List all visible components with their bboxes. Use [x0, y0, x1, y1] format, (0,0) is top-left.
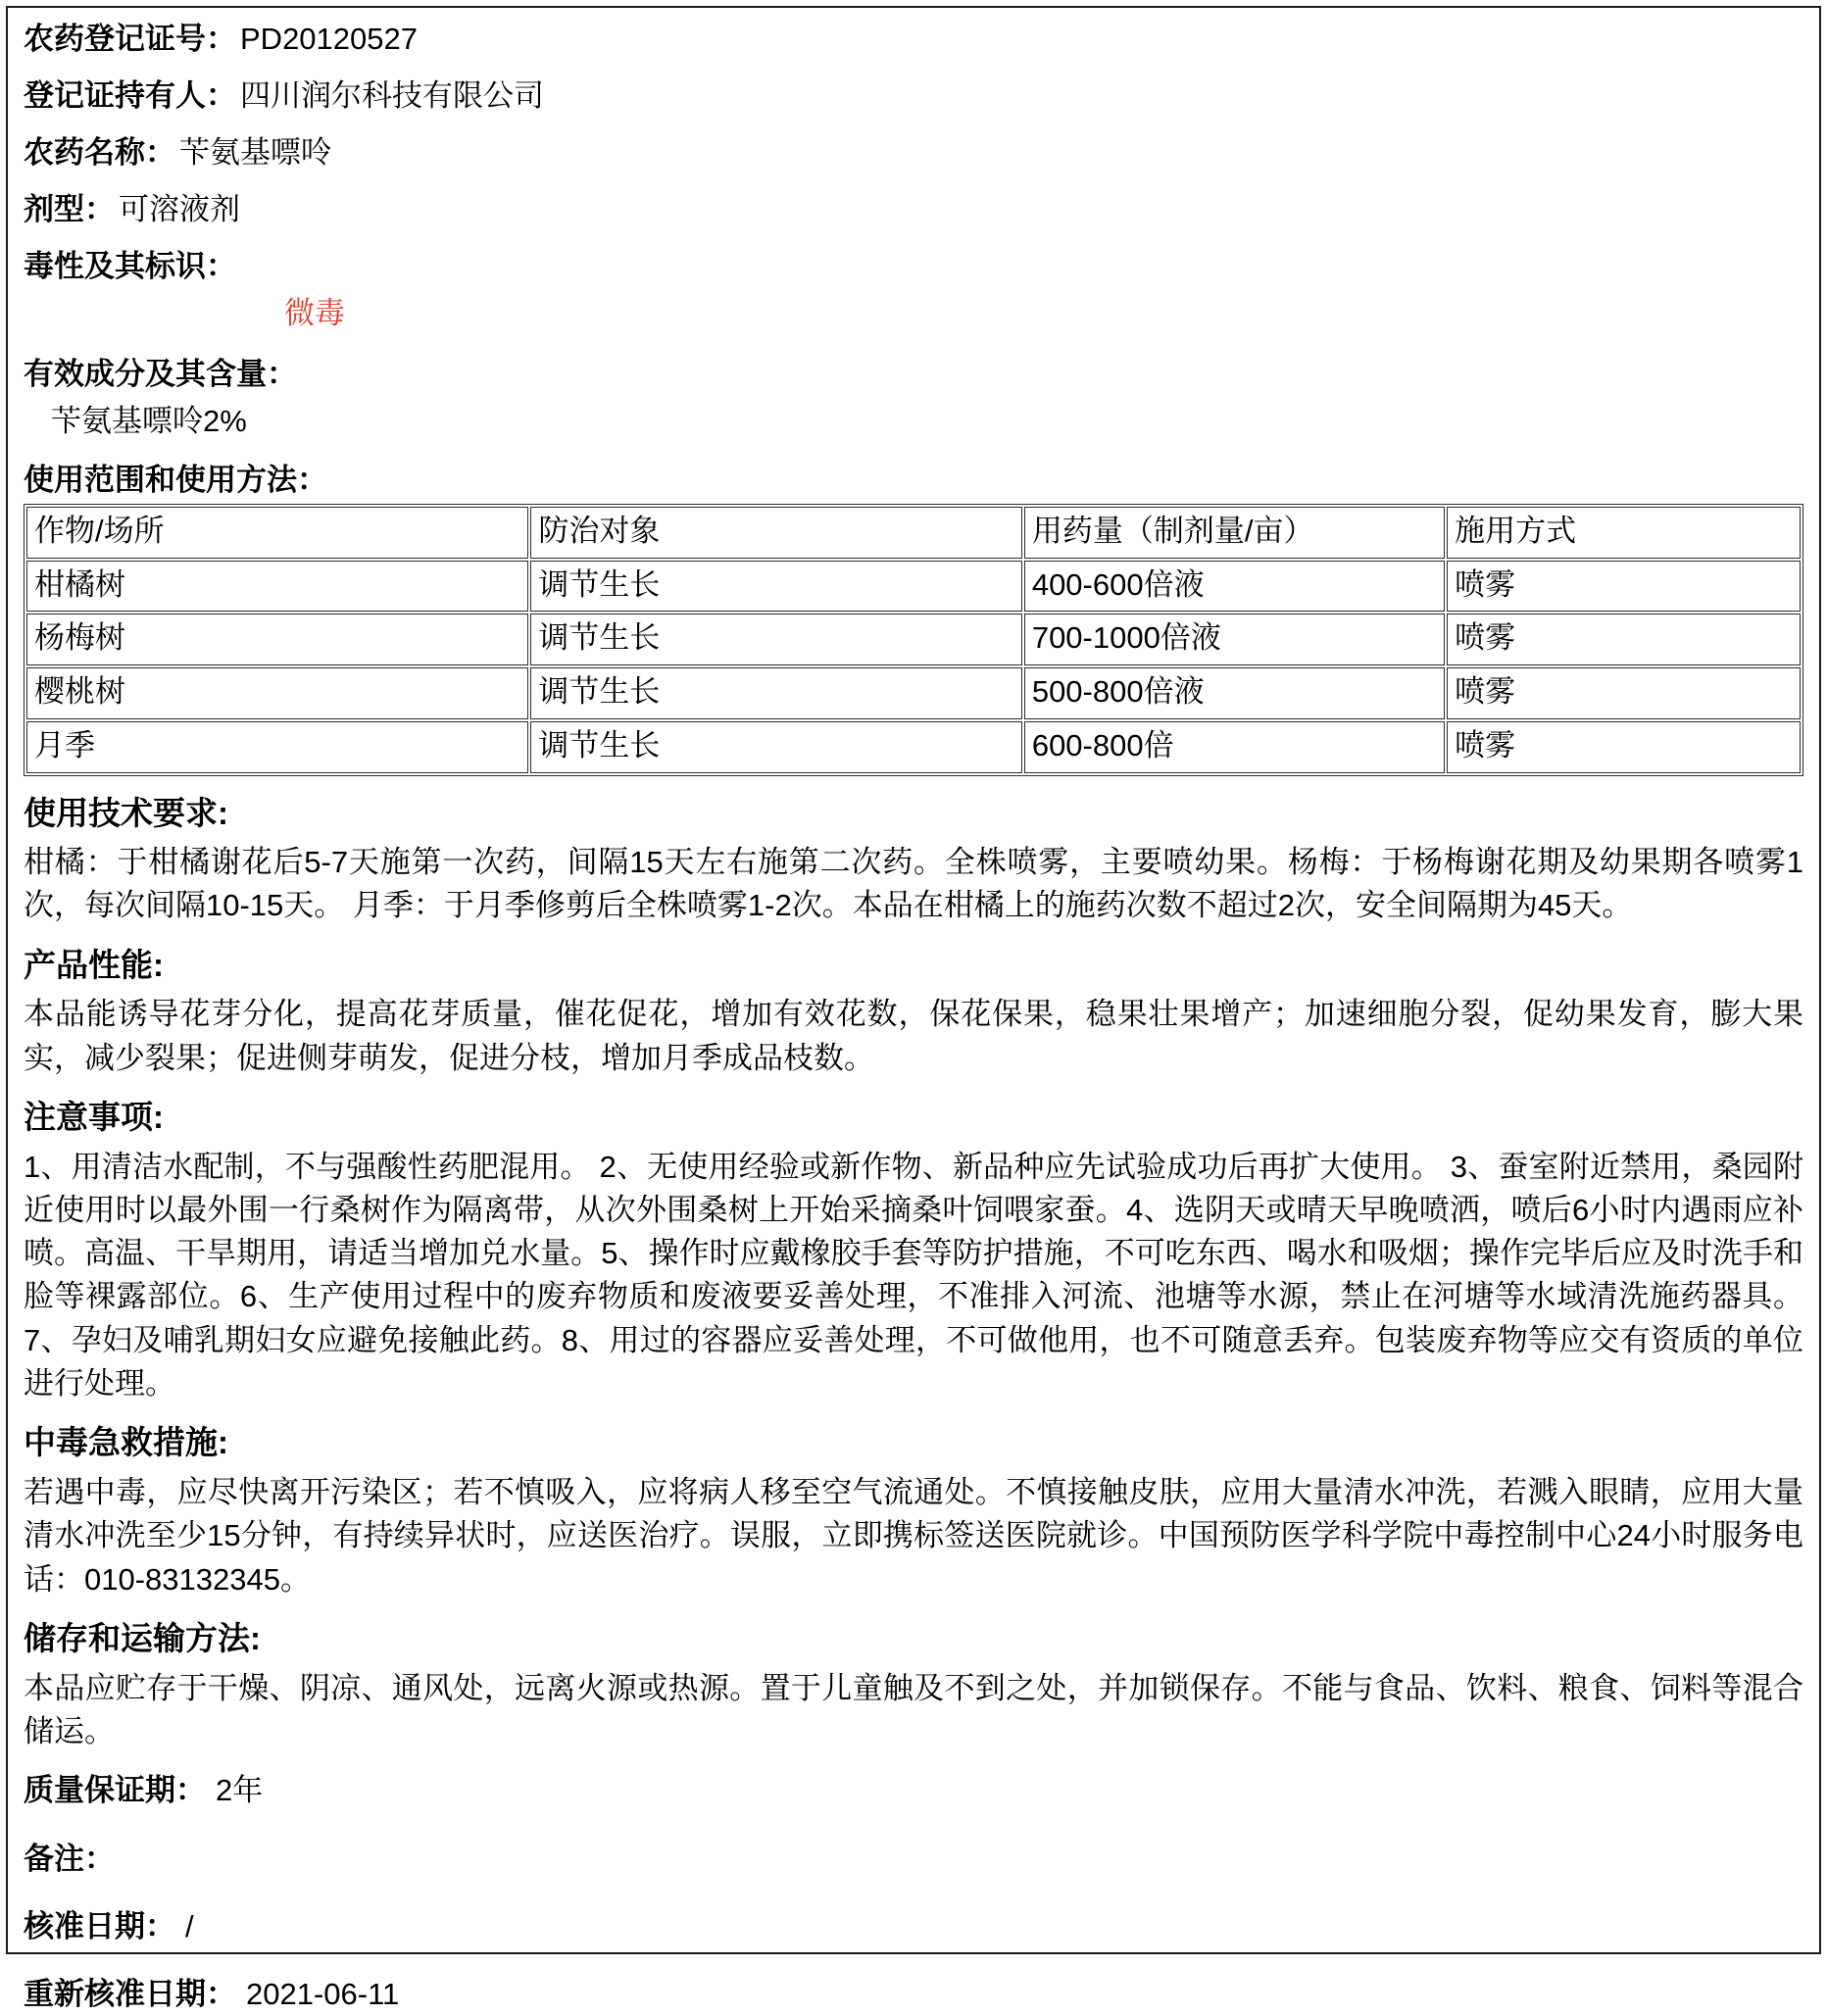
certificate-holder-value: 四川润尔科技有限公司 — [240, 78, 544, 114]
cell-dosage: 700-1000倍液 — [1024, 614, 1445, 665]
cell-target: 调节生长 — [530, 721, 1022, 773]
section-first-aid — [24, 1421, 1803, 1601]
usage-table-heading-label: 使用范围和使用方法： — [24, 462, 327, 497]
section-body: 1、用清洁水配制，不与强酸性药肥混用。 2、无使用经验或新作物、新品种应先试验成功后再扩大使用。 3、蚕室附近禁用，桑园附近使用时以最外围一行桑树作为隔离带，从次外围桑树上开始采摘桑叶饲喂家蚕。4、选阴天或晴天早晚喷洒，喷后6小时内遇雨应补喷。高温、干旱期用，请适当增加兑水量。5、操作时应戴橡胶手套等防护措施，不可吃东西、喝水和吸烟；操作完毕后应及时洗手和脸等裸露部位。6、生产使用过程中的废弃物质和废液要妥善处理，不准排入河流、池塘等水源，禁止在河塘等水域清洗施药器具。 7、孕妇及哺乳期妇女应避免接触此药。8、用过的容器应妥善处理，不可做他用，也不可随意丢弃。包装废弃物等应交有资质的单位进行处理。 — [24, 1149, 1803, 1401]
cell-dosage: 500-800倍液 — [1024, 667, 1445, 719]
cell-crop: 月季 — [26, 721, 528, 773]
registration-number-value: PD20120527 — [240, 22, 418, 56]
field-quality-guarantee — [24, 1769, 1803, 1811]
formulation-value: 可溶液剂 — [119, 192, 240, 227]
table-row — [26, 561, 1801, 613]
usage-table-header-row — [26, 507, 1801, 559]
pesticide-name-label: 农药名称： — [24, 135, 175, 171]
cell-method: 喷雾 — [1447, 721, 1801, 773]
section-body: 若遇中毒，应尽快离开污染区；若不慎吸入，应将病人移至空气流通处。不慎接触皮肤，应用大量清水冲洗，若溅入眼睛，应用大量清水冲洗至少15分钟，有持续异状时，应送医治疗。误服，立即携标签送医院就诊。中国预防医学科学院中毒控制中心24小时服务电话：010-83132345。 — [24, 1475, 1803, 1597]
active-ingredient-heading-label: 有效成分及其含量： — [24, 357, 297, 392]
cell-method: 喷雾 — [1447, 561, 1801, 613]
cell-method: 喷雾 — [1447, 614, 1801, 665]
remarks-label: 备注： — [24, 1841, 115, 1876]
toxicity-level-text: 微毒 — [284, 296, 345, 331]
field-certificate-holder — [24, 74, 1803, 118]
column-header-target: 防治对象 — [530, 507, 1022, 559]
cell-dosage: 600-800倍 — [1024, 721, 1445, 773]
cell-target: 调节生长 — [530, 667, 1022, 719]
cell-crop: 柑橘树 — [26, 561, 528, 613]
active-ingredient-heading — [24, 353, 1803, 396]
section-storage-transport — [24, 1617, 1803, 1753]
reapproval-date-label: 重新核准日期： — [24, 1977, 236, 2012]
pesticide-name-value: 苄氨基嘌呤 — [179, 135, 331, 171]
field-formulation — [24, 188, 1803, 231]
field-pesticide-name — [24, 131, 1803, 174]
column-header-method: 施用方式 — [1447, 507, 1801, 559]
cell-crop: 樱桃树 — [26, 667, 528, 719]
table-row — [26, 614, 1801, 665]
approval-date-label: 核准日期： — [24, 1908, 175, 1943]
table-row — [26, 721, 1801, 773]
cell-dosage: 400-600倍液 — [1024, 561, 1445, 613]
section-body: 本品能诱导花芽分化，提高花芽质量，催花促花，增加有效花数，保花保果，稳果壮果增产；加速细胞分裂，促幼果发育，膨大果实，减少裂果；促进侧芽萌发，促进分枝，增加月季成品枝数。 — [24, 997, 1803, 1075]
usage-table — [24, 504, 1803, 776]
toxicity-label: 毒性及其标识： — [24, 249, 236, 284]
usage-table-heading — [24, 459, 1803, 502]
field-reapproval-date — [24, 1973, 1803, 2015]
field-remarks — [24, 1838, 1803, 1880]
field-toxicity — [24, 245, 1803, 288]
section-heading: 产品性能: — [24, 946, 164, 983]
cell-method: 喷雾 — [1447, 667, 1801, 719]
registration-number-label: 农药登记证号： — [24, 22, 236, 56]
pesticide-registration-document — [6, 6, 1821, 2012]
column-header-dosage: 用药量（制剂量/亩） — [1024, 507, 1445, 559]
section-usage-requirements — [24, 792, 1803, 928]
quality-guarantee-value: 2年 — [216, 1773, 264, 1808]
section-heading: 使用技术要求: — [24, 794, 228, 831]
certificate-holder-label: 登记证持有人： — [24, 78, 236, 114]
cell-target: 调节生长 — [530, 561, 1022, 613]
table-row — [26, 667, 1801, 719]
section-heading: 储存和运输方法: — [24, 1620, 261, 1656]
active-ingredient-value: 苄氨基嘌呤2% — [51, 404, 247, 439]
section-body: 本品应贮存于干燥、阴凉、通风处，远离火源或热源。置于儿童触及不到之处，并加锁保存。不能与食品、饮料、粮食、饲料等混合储运。 — [24, 1670, 1803, 1748]
column-header-crop: 作物/场所 — [26, 507, 528, 559]
section-heading: 注意事项: — [24, 1098, 164, 1135]
quality-guarantee-label: 质量保证期： — [24, 1773, 206, 1808]
approval-date-value: / — [185, 1908, 194, 1943]
section-product-performance — [24, 944, 1803, 1080]
section-body: 柑橘：于柑橘谢花后5-7天施第一次药，间隔15天左右施第二次药。全株喷雾，主要喷幼果。杨梅：于杨梅谢花期及幼果期各喷雾1次，每次间隔10-15天。 月季：于月季修剪后全株喷雾1-2次。本品在柑橘上的施药次数不超过2次，安全间隔期为45天。 — [24, 845, 1803, 923]
reapproval-date-value: 2021-06-11 — [246, 1977, 400, 2012]
cell-target: 调节生长 — [530, 614, 1022, 665]
section-precautions — [24, 1096, 1803, 1406]
field-approval-date — [24, 1905, 1803, 1947]
section-heading: 中毒急救措施: — [24, 1424, 228, 1461]
formulation-label: 剂型： — [24, 192, 115, 227]
field-registration-number — [24, 18, 1803, 61]
cell-crop: 杨梅树 — [26, 614, 528, 665]
